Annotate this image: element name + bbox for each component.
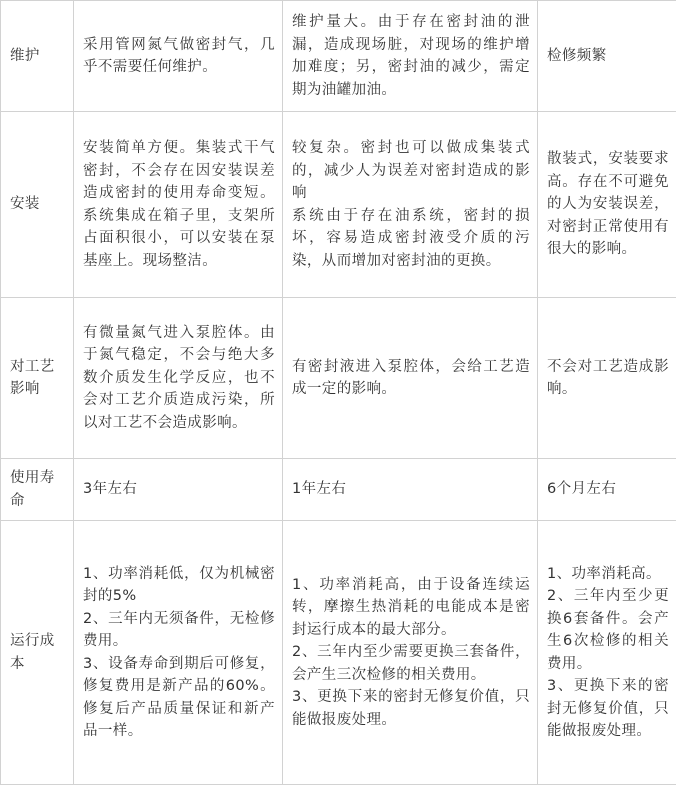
table-cell [283,521,538,785]
cell-paragraph: 2、三年内无须备件，无检修费用。 [83,608,275,653]
table-cell [283,112,538,298]
row-label: 使用寿命 [1,459,74,521]
table-cell: 检修频繁 [538,1,676,112]
cell-paragraph: 3、更换下来的密封无修复价值，只能做报废处理。 [547,675,669,743]
table-row [1,112,676,298]
table-row [1,459,676,521]
row-label: 运行成本 [1,521,74,785]
table-cell: 3年左右 [74,459,283,521]
cell-paragraph: 1、功率消耗低，仅为机械密封的5% [83,563,275,608]
row-label: 对工艺影响 [1,298,74,459]
cell-paragraph: 较复杂。密封也可以做成集装式的，减少人为误差对密封造成的影响 [292,137,530,205]
table-cell: 维护量大。由于存在密封油的泄漏，造成现场脏，对现场的维护增加难度；另，密封油的减少，需定期为油罐加油。 [283,1,538,112]
cell-paragraph: 2、三年内至少更换6套备件。会产生6次检修的相关费用。 [547,585,669,675]
table-cell [74,521,283,785]
cell-paragraph: 3、更换下来的密封无修复价值，只能做报废处理。 [292,686,530,731]
table-cell: 1年左右 [283,459,538,521]
cell-paragraph: 1、功率消耗高。 [547,563,669,586]
table-row [1,298,676,459]
table-row [1,521,676,785]
table-cell: 有微量氮气进入泵腔体。由于氮气稳定，不会与绝大多数介质发生化学反应，也不会对工艺介质造成污染，所以对工艺不会造成影响。 [74,298,283,459]
cell-paragraph: 系统由于存在油系统，密封的损坏，容易造成密封液受介质的污染，从而增加对密封油的更换。 [292,205,530,273]
table-cell [538,521,676,785]
table-cell: 不会对工艺造成影响。 [538,298,676,459]
table-cell: 有密封液进入泵腔体，会给工艺造成一定的影响。 [283,298,538,459]
table-cell: 6个月左右 [538,459,676,521]
cell-paragraph: 3、设备寿命到期后可修复，修复费用是新产品的60%。修复后产品质量保证和新产品一样。 [83,653,275,743]
table-cell: 采用管网氮气做密封气，几乎不需要任何维护。 [74,1,283,112]
table-cell: 散装式，安装要求高。存在不可避免的人为安装误差，对密封正常使用有很大的影响。 [538,112,676,298]
row-label: 安装 [1,112,74,298]
row-label: 维护 [1,1,74,112]
table-row [1,1,676,112]
cell-paragraph: 1、功率消耗高，由于设备连续运转，摩擦生热消耗的电能成本是密封运行成本的最大部分。 [292,574,530,642]
table-cell: 安装简单方便。集装式干气密封，不会存在因安装误差造成密封的使用寿命变短。系统集成在箱子里，支架所占面积很小，可以安装在泵基座上。现场整洁。 [74,112,283,298]
cell-paragraph: 2、三年内至少需要更换三套备件，会产生三次检修的相关费用。 [292,641,530,686]
